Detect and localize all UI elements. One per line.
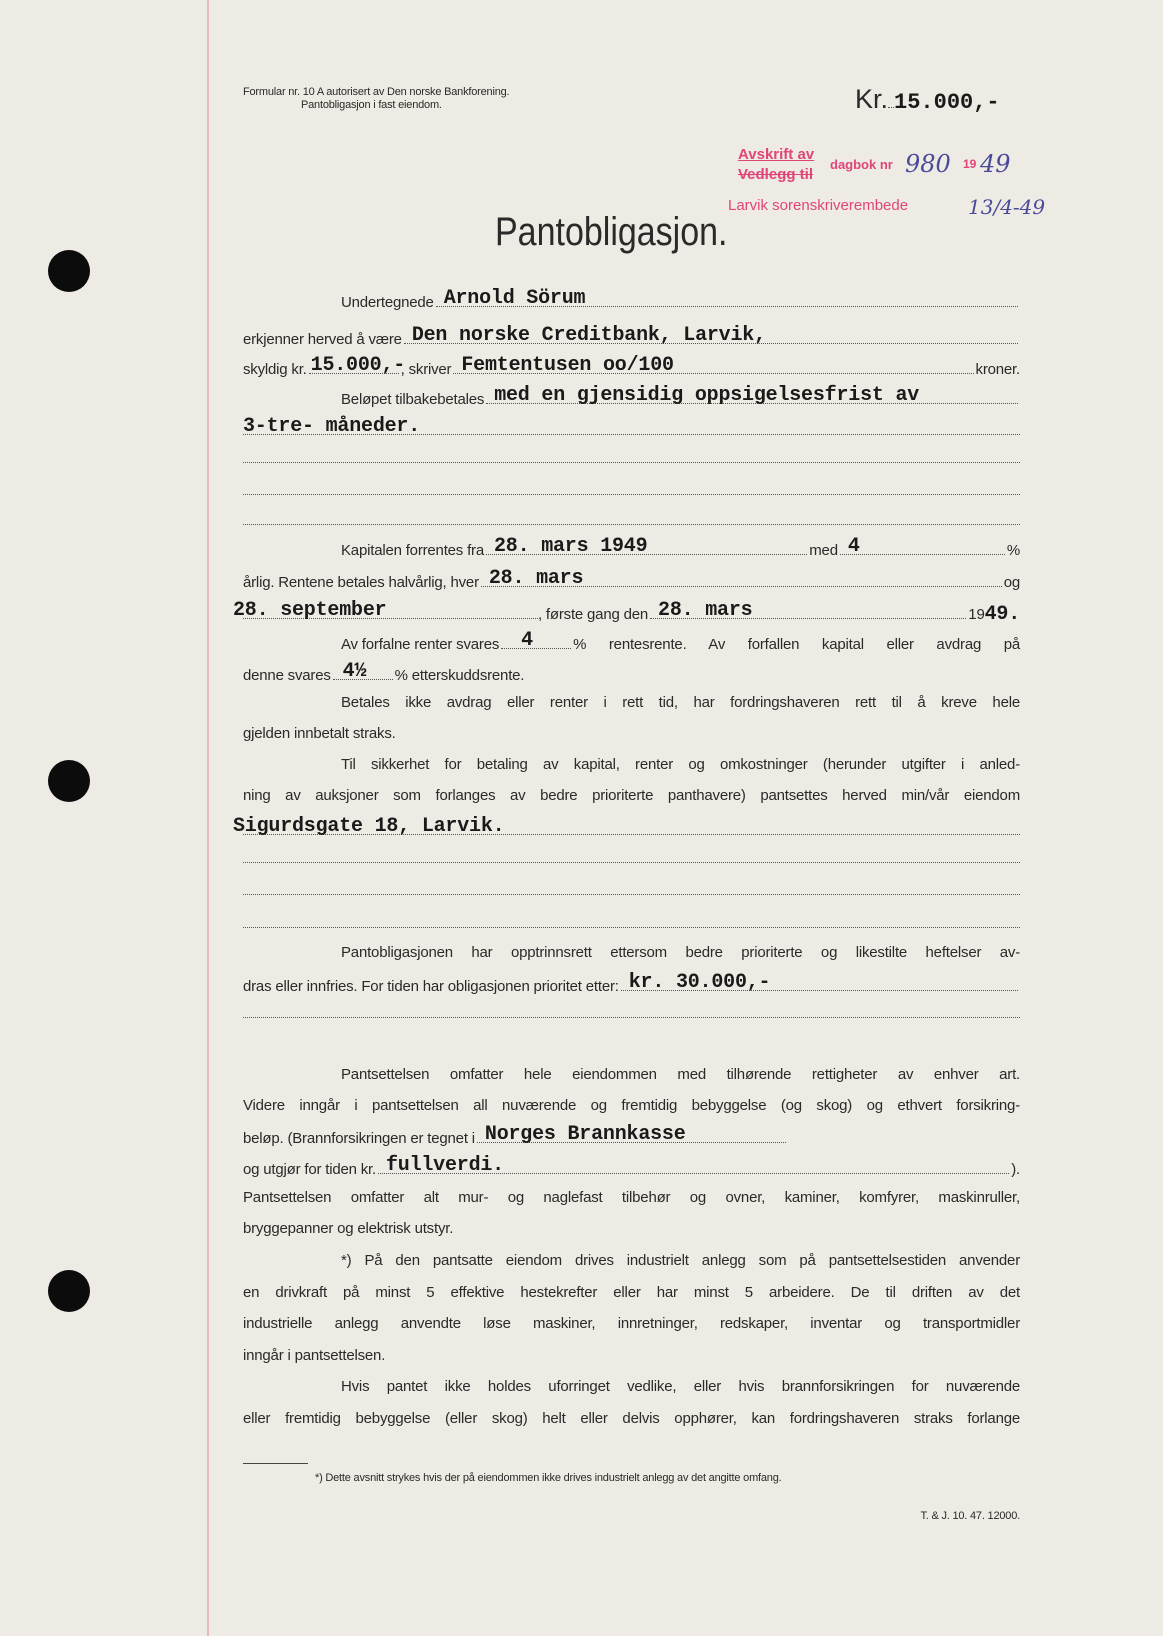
insurance-label: beløp. (Brannforsikringen er tegnet i — [243, 1130, 475, 1147]
forfalne-rest: % rentesrente. Av forfallen kapital eller avdrag på — [573, 636, 1020, 653]
clause-text: inngår i pantsettelsen. — [243, 1347, 386, 1364]
blank-line — [243, 494, 1020, 495]
payment-date-2: 28. september — [233, 599, 387, 622]
year-prefix: 19 — [968, 606, 985, 623]
repayment-line — [243, 384, 1020, 410]
blank-line — [243, 927, 1020, 928]
payment-dates-line — [243, 567, 1020, 593]
clause-text: Pantsettelsen omfatter hele eiendommen med tilhørende rettigheter av enhver art. — [341, 1066, 1020, 1083]
med-label: med — [809, 542, 838, 559]
first-payment-date: 28. mars — [658, 599, 753, 622]
overdue-interest-line — [243, 629, 1020, 655]
creditor-name: Den norske Creditbank, Larvik, — [411, 324, 766, 347]
stamp-year: 49 — [980, 150, 1011, 178]
undertegnede-label: Undertegnede — [341, 294, 434, 311]
interest-start-date: 28. mars 1949 — [493, 535, 648, 558]
blank-line — [243, 462, 1020, 463]
form-header — [243, 86, 643, 112]
blank-line — [243, 862, 1020, 863]
clause-text: gjelden innbetalt straks. — [243, 725, 396, 742]
payment-date-1: 28. mars — [488, 567, 584, 590]
kapitalen-label: Kapitalen forrentes fra — [341, 542, 484, 559]
interest-rate: 4 — [847, 535, 860, 558]
clause-text: ning av auksjoner som forlanges av bedre prioriterte panthavere) pantsettes herved min/vår eiendom — [243, 787, 1020, 804]
stamp-dagbok: dagbok nr — [830, 157, 893, 172]
form-subtitle: Pantobligasjon i fast eiendom. — [301, 99, 442, 111]
creditor-line — [243, 324, 1020, 350]
repayment-terms-2: 3-tre- måneder. — [243, 415, 421, 438]
form-number: Formular nr. 10 A autorisert av Den norske Bankforening. — [243, 86, 510, 98]
first-payment-line — [233, 599, 1020, 626]
amount-line — [243, 354, 1020, 380]
forste-label: , første gang den — [538, 606, 649, 623]
clause-text: Pantsettelsen omfatter alt mur- og naglefast tilbehør og ovner, kaminer, komfyrer, maskinruller, — [243, 1189, 1020, 1206]
clause-text: Til sikkerhet for betaling av kapital, renter og omkostninger (herunder utgifter i anled- — [341, 756, 1020, 773]
clause-text: *) På den pantsatte eiendom drives industrielt anlegg som på pantsettelsestiden anvender — [341, 1252, 1020, 1269]
footnote: *) Dette avsnitt strykes hvis der på eiendommen ikke drives industrielt anlegg av det angitte omfang. — [315, 1472, 782, 1484]
clause-text: industrielle anlegg anvendte løse maskiner, innretninger, redskaper, inventar og transportmidler — [243, 1315, 1020, 1332]
clause-text: Betales ikke avdrag eller renter i rett tid, har fordringshaveren rett til å kreve hele — [341, 694, 1020, 711]
insurer-name: Norges Brannkasse — [484, 1123, 686, 1146]
printer-mark: T. & J. 10. 47. 12000. — [920, 1510, 1020, 1522]
clause-text: Videre inngår i pantsettelsen all nuværende og fremtidig bebyggelse (og skog) og ethvert forsikring- — [243, 1097, 1020, 1114]
blank-line — [243, 894, 1020, 895]
undertegnede-line — [243, 287, 1020, 313]
utgjor-end: ). — [1011, 1161, 1020, 1178]
kroner-label: kroner. — [975, 361, 1020, 378]
footnote-rule — [243, 1463, 308, 1464]
priority-amount: kr. 30.000,- — [628, 971, 771, 994]
denne-label: denne svares — [243, 667, 331, 684]
dagbok-number: 980 — [905, 150, 951, 178]
pct-label: % — [1006, 542, 1020, 559]
amount-header — [855, 84, 1000, 115]
late-rate: 4½ — [342, 660, 367, 683]
og-label: og — [1003, 574, 1020, 591]
blank-line — [243, 524, 1020, 525]
property-line — [233, 815, 1020, 838]
punch-hole — [48, 250, 90, 292]
stamp-year-prefix: 19 — [963, 157, 977, 171]
debtor-name: Arnold Sörum — [443, 287, 586, 310]
punch-hole — [48, 760, 90, 802]
kr-amount: 15.000,- — [894, 90, 1000, 115]
punch-hole — [48, 1270, 90, 1312]
insurance-value: fullverdi. — [385, 1154, 504, 1177]
stamp-avskrift: Avskrift av — [738, 146, 815, 163]
interest-start-line — [243, 535, 1020, 561]
clause-text: Hvis pantet ikke holdes uforringet vedlike, eller hvis brannforsikringen for nuværende — [341, 1378, 1020, 1395]
skyldig-label: skyldig kr. — [243, 361, 307, 378]
priority-label: dras eller innfries. For tiden har obligasjonen prioritet etter: — [243, 978, 619, 995]
late-interest-line — [243, 660, 1020, 686]
compound-rate: 4 — [521, 629, 533, 652]
forfalne-label: Av forfalne renter svares — [341, 636, 500, 653]
erkjenner-label: erkjenner herved å være — [243, 331, 402, 348]
arlig-label: årlig. Rentene betales halvårlig, hver — [243, 574, 479, 591]
priority-line — [243, 971, 1020, 997]
repayment-terms: med en gjensidig oppsigelsesfrist av — [494, 384, 920, 407]
page-title: Pantobligasjon. — [495, 210, 728, 254]
belopet-label: Beløpet tilbakebetales — [341, 391, 485, 408]
insurance-line — [243, 1123, 788, 1149]
blank-line — [243, 1017, 1020, 1018]
clause-text: Pantobligasjonen har opptrinnsrett ettersom bedre prioriterte og likestilte heftelser av- — [341, 944, 1020, 961]
clause-text: eller fremtidig bebyggelse (eller skog) helt eller delvis opphører, kan fordringshaveren straks forlange — [243, 1410, 1020, 1427]
stamp-vedlegg: Vedlegg til — [738, 166, 814, 183]
property-address: Sigurdsgate 18, Larvik. — [233, 815, 505, 838]
stamp-date: 13/4-49 — [968, 195, 1046, 219]
utgjor-label: og utgjør for tiden kr. — [243, 1161, 376, 1178]
amount-in-words: Femtentusen oo/100 — [461, 354, 674, 377]
clause-text: bryggepanner og elektrisk utstyr. — [243, 1220, 454, 1237]
kr-label: Kr. — [855, 84, 889, 114]
denne-rest: % etterskuddsrente. — [394, 667, 525, 684]
margin-line — [207, 0, 209, 1636]
skriver-label: , skriver — [400, 361, 452, 378]
clause-text: en drivkraft på minst 5 effektive hestekrefter eller har minst 5 arbeidere. De til driften av det — [243, 1284, 1020, 1301]
stamp-office: Larvik sorenskriverembede — [728, 197, 909, 214]
first-payment-year: 49. — [984, 603, 1020, 626]
repayment-line-2 — [243, 415, 1020, 438]
insurance-value-line — [243, 1154, 1020, 1180]
skyldig-amount: 15.000,- — [310, 354, 406, 377]
